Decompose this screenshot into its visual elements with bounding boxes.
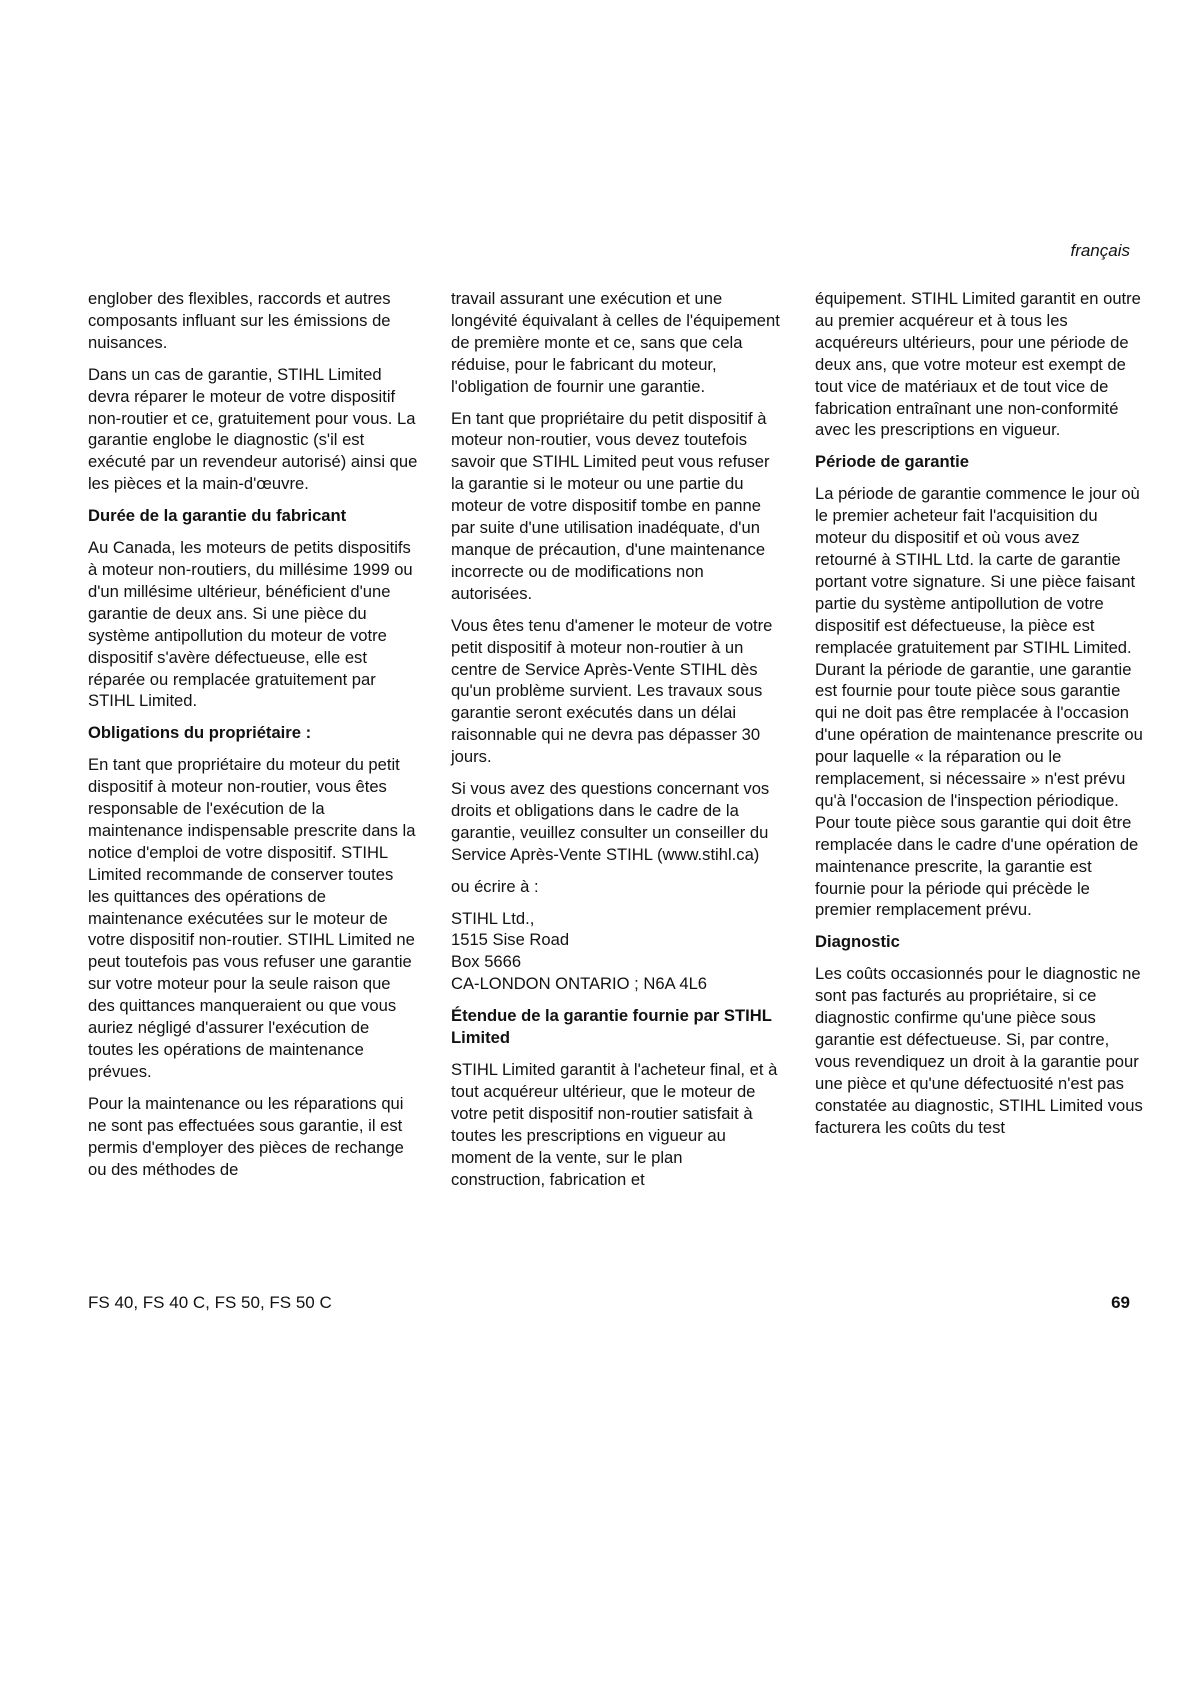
paragraph: ou écrire à : <box>451 876 539 896</box>
address-line: STIHL Ltd., <box>451 908 535 928</box>
footer-model-list: FS 40, FS 40 C, FS 50, FS 50 C <box>88 1293 332 1312</box>
language-label: français <box>1070 241 1130 260</box>
column-2 <box>451 288 781 1200</box>
paragraph: Au Canada, les moteurs de petits dispositifs à moteur non-routiers, du millésime 1999 ou d'un millésime ultérieur, bénéficient d'une garantie de deux ans. Si une pièce du système antipollution du moteur de votre dispositif s'avère défectueuse, elle est réparée ou remplacée gratuitement par STIHL Limited. <box>88 538 413 711</box>
paragraph: Les coûts occasionnés pour le diagnostic ne sont pas facturés au propriétaire, si ce diagnostic confirme qu'une pièce sous garantie est défectueuse. Si, par contre, vous revendiquez un droit à la garantie pour une pièce et qu'une défectuosité n'est pas constatée au diagnostic, STIHL Limited vous facturera les coûts du test <box>815 964 1143 1137</box>
paragraph: travail assurant une exécution et une longévité équivalant à celles de l'équipement de première monte et ce, sans que cela réduise, pour le fabricant du moteur, l'obligation de fournir une garantie. <box>451 289 780 396</box>
section-heading: Obligations du propriétaire : <box>88 723 312 743</box>
paragraph: Si vous avez des questions concernant vos droits et obligations dans le cadre de la garantie, veuillez consulter un conseiller du Service Après-Vente STIHL (www.stihl.ca) <box>451 779 770 864</box>
paragraph: STIHL Limited garantit à l'acheteur final, et à tout acquéreur ultérieur, que le moteur de votre petit dispositif non-routier satisfait à toutes les prescriptions en vigueur au moment de la vente, sur le plan construction, fabrication et <box>451 1060 778 1189</box>
paragraph: Pour la maintenance ou les réparations qui ne sont pas effectuées sous garantie, il est permis d'employer des pièces de rechange ou des méthodes de <box>88 1093 404 1179</box>
paragraph: En tant que propriétaire du petit dispositif à moteur non-routier, vous devez toutefois savoir que STIHL Limited peut vous refuser la garantie si le moteur ou une partie du moteur de votre dispositif tombe en panne par suite d'une utilisation inadéquate, d'un manque de précaution, d'une maintenance incorrecte ou de modifications non autorisées. <box>451 408 770 603</box>
paragraph: Dans un cas de garantie, STIHL Limited devra réparer le moteur de votre dispositif non-routier et ce, gratuitement pour vous. La garantie englobe le diagnostic (s'il est exécuté par un revendeur autorisé) ainsi que les pièces et la main-d'œuvre. <box>88 364 418 494</box>
address-block <box>451 908 781 996</box>
paragraph: La période de garantie commence le jour où le premier acheteur fait l'acquisition du moteur du dispositif et où vous avez retourné à STIHL Ltd. la carte de garantie portant votre signature. Si une pièce faisant partie du système antipollution de votre dispositif est défectueuse, la pièce est remplacée gratuitement par STIHL Limited. Durant la période de garantie, une garantie est fournie pour toute pièce sous garantie qui ne doit pas être remplacée à l'occasion d'une opération de maintenance prescrite ou pour laquelle « la réparation ou le remplacement, si nécessaire » n'est prévu qu'à l'occasion de l'inspection périodique. Pour toute pièce sous garantie qui doit être remplacée dans le cadre d'une opération de maintenance prescrite, la garantie est fournie pour la période qui précède le premier remplacement prévu. <box>815 484 1143 920</box>
paragraph: Vous êtes tenu d'amener le moteur de votre petit dispositif à moteur non-routier à un centre de Service Après-Vente STIHL dès qu'un problème survient. Les travaux sous garantie seront exécutés dans un délai raisonnable qui ne devra pas dépasser 30 jours. <box>451 615 773 767</box>
section-heading: Période de garantie <box>815 452 970 472</box>
address-line: Box 5666 <box>451 952 522 972</box>
column-1 <box>88 288 418 1190</box>
section-heading: Étendue de la garantie fournie par STIHL Limited <box>451 1006 772 1048</box>
paragraph: englober des flexibles, raccords et autres composants influant sur les émissions de nuisances. <box>88 289 391 352</box>
paragraph: équipement. STIHL Limited garantit en outre au premier acquéreur et à tous les acquéreurs ultérieurs, pour une période de deux ans, que votre moteur est exempt de tout vice de matériaux et de tout vice de fabrication entraînant une non-conformité avec les prescriptions en vigueur. <box>815 289 1141 440</box>
address-line: 1515 Sise Road <box>451 930 570 950</box>
section-heading: Durée de la garantie du fabricant <box>88 506 347 526</box>
column-3 <box>815 288 1145 1149</box>
paragraph: En tant que propriétaire du moteur du petit dispositif à moteur non-routier, vous êtes responsable de l'exécution de la maintenance indispensable prescrite dans la notice d'emploi de votre dispositif. STIHL Limited recommande de conserver toutes les quittances des opérations de maintenance exécutées sur le moteur de votre dispositif non-routier. STIHL Limited ne peut toutefois pas vous refuser une garantie sur votre moteur pour la seule raison que des quittances manqueraient ou que vous auriez négligé d'assurer l'exécution de toutes les opérations de maintenance prévues. <box>88 755 416 1081</box>
address-line: CA-LONDON ONTARIO ; N6A 4L6 <box>451 974 708 994</box>
section-heading: Diagnostic <box>815 932 900 952</box>
page-number: 69 <box>1111 1293 1130 1312</box>
